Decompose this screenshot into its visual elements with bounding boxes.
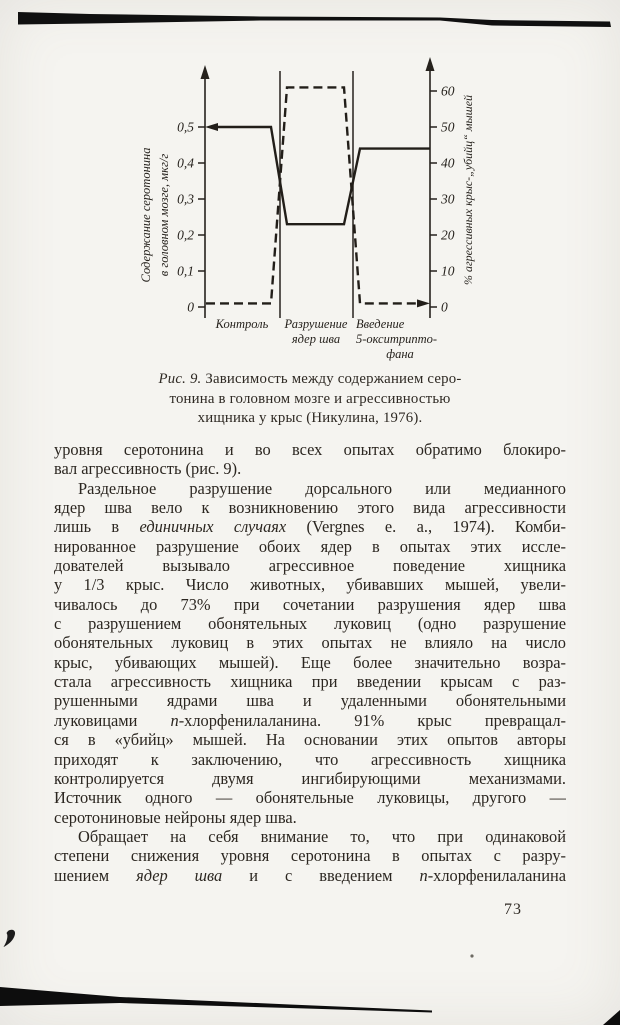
page-number: 73	[504, 901, 522, 918]
text-line: ядер шва вело к возникновению этого вида агрессивности	[54, 498, 566, 518]
caption-line: хищника у крыс (Никулина, 1976).	[197, 410, 423, 426]
text-line: контролируется двумя ингибирующими механизмами.	[54, 768, 566, 788]
right-tick-label: 10	[441, 263, 455, 279]
scan-corner-bottom-right	[603, 1010, 620, 1025]
text-line: вал агрессивность (рис. 9).	[54, 459, 242, 479]
right-tick-label: 50	[441, 119, 455, 135]
left-tick-label: 0,4	[177, 155, 194, 171]
left-tick-label: 0	[187, 299, 194, 315]
right-tick-label: 60	[441, 83, 455, 99]
text-line: луковицами n-хлорфенилаланина. 91% крыс превращал-	[54, 710, 566, 730]
scan-streak-top	[18, 12, 611, 27]
aggression-line-arrow-icon	[417, 299, 430, 307]
left-axis-title: в головном мозге, мкг/г	[157, 153, 171, 277]
left-tick-label: 0,2	[177, 227, 194, 243]
right-tick-label: 20	[441, 227, 455, 243]
left-axis-title: Содержание серотонина	[139, 147, 153, 283]
right-tick-label: 0	[441, 299, 448, 315]
aggression-line	[206, 87, 417, 303]
text-line: Обращает на себя внимание то, что при одинаковой	[78, 826, 566, 846]
figure-caption	[92, 370, 528, 429]
scan-streak-bottom	[0, 987, 432, 1013]
text-line: нированное разрушение обоих ядер в опытах этих иссле-	[54, 536, 566, 556]
text-line: у 1/3 крыс. Число животных, убивавших мышей, увели-	[54, 575, 566, 595]
left-tick-label: 0,5	[177, 119, 194, 135]
right-tick-label: 40	[441, 155, 455, 171]
caption-line: Рис. 9. Зависимость между содержанием серо-	[158, 371, 462, 387]
axis-ticks	[198, 91, 437, 307]
right-axis-arrow-icon	[426, 57, 435, 71]
text-line: серотониновые нейроны ядер шва.	[54, 807, 297, 827]
text-line: обонятельных луковиц в этих опытах не влияло на число	[54, 633, 566, 653]
serotonin-line-arrow-icon	[205, 123, 218, 131]
text-line: степени снижения уровня серотонина в опытах с разру-	[54, 846, 566, 866]
text-line: рушенными ядрами шва и удаленными обонятельными	[54, 691, 566, 711]
right-axis-title: % агрессивных крыс-„убийц“ мышей	[461, 94, 475, 286]
text-line: с разрушением обонятельных луковиц (одно разрушение	[54, 614, 566, 634]
scan-mark-bottom-left	[4, 930, 16, 947]
text-line: стала агрессивность хищника при введении крысам с раз-	[54, 672, 566, 692]
x-axis-label: фана	[386, 347, 414, 361]
x-axis-label: 5-окситрипто-	[356, 332, 438, 346]
serotonin-line	[215, 127, 430, 224]
text-line: лишь в единичных случаях (Vergnes e. a., 1974). Комби-	[54, 517, 566, 537]
text-line: уровня серотонина и во всех опытах обратимо блокиро-	[54, 440, 566, 459]
x-axis-labels	[215, 317, 437, 361]
text-line: крыс, убивающих мышей). Еще более значительно возра-	[54, 652, 566, 672]
x-axis-label: Контроль	[215, 317, 269, 331]
data-series	[205, 87, 430, 307]
text-line: ся в «убийц» мышей. На основании этих опытов авторы	[54, 730, 566, 750]
text-line: шением ядер шва и с введением n-хлорфенилаланина	[54, 865, 566, 885]
text-line: приходят к заключению, что агрессивность хищника	[54, 749, 566, 769]
text-line: Раздельное разрушение дорсального или медианного	[78, 478, 566, 498]
right-tick-label: 30	[441, 191, 455, 207]
left-tick-label: 0,1	[177, 263, 194, 279]
axis-tick-labels	[177, 84, 455, 315]
caption-line: тонина в головном мозге и агрессивностью	[169, 390, 451, 407]
body-text	[54, 440, 566, 885]
scan-speck	[470, 954, 473, 957]
text-line: чивалось до 73% при сочетании разрушения ядер шва	[54, 594, 566, 614]
x-axis-label: ядер шва	[291, 332, 341, 346]
text-line: Источник одного — обонятельные луковицы, другого —	[54, 788, 566, 808]
x-axis-label: Разрушение	[284, 317, 348, 331]
left-tick-label: 0,3	[177, 191, 194, 207]
x-axis-label: Введение	[356, 317, 405, 331]
left-axis-arrow-icon	[201, 65, 210, 79]
figure-9-chart	[128, 52, 500, 384]
text-line: дователей вызывало агрессивное поведение хищника	[54, 556, 566, 576]
